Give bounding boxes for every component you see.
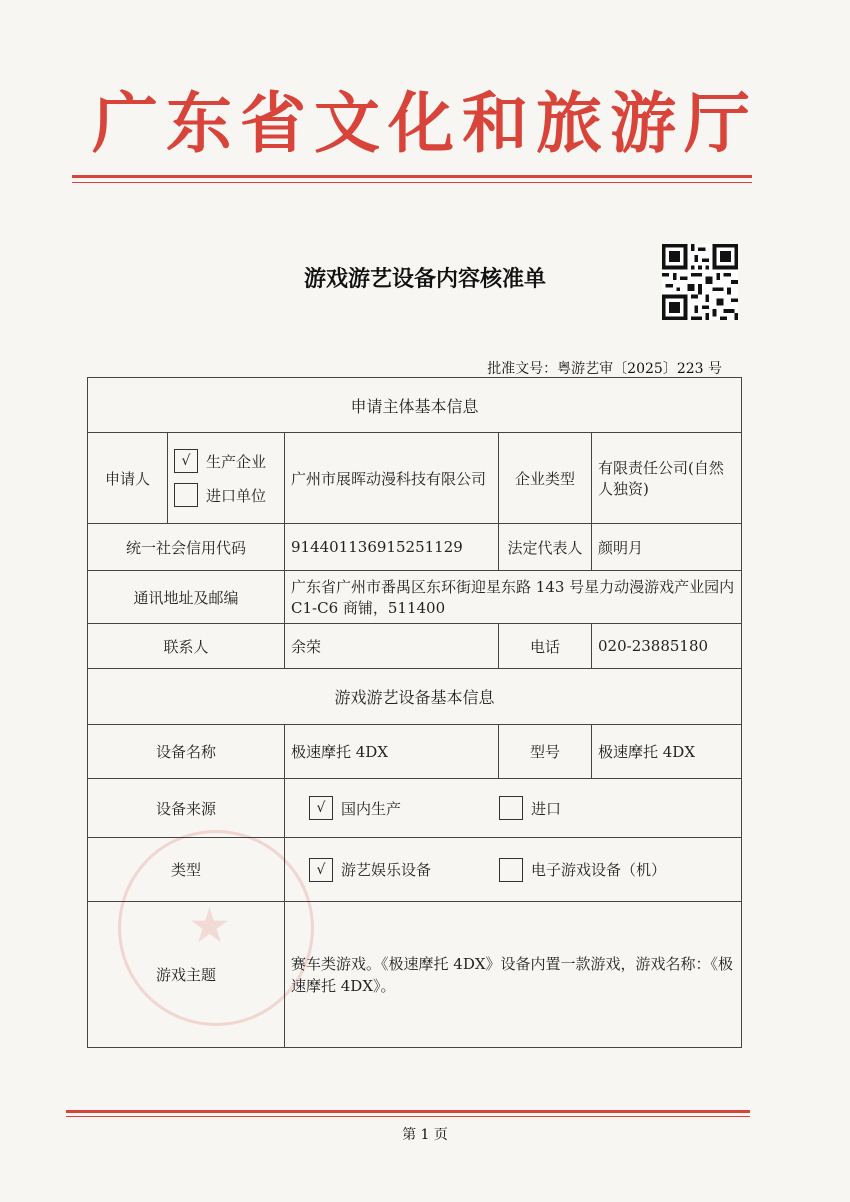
applicant-type-cell — [168, 433, 285, 524]
footer-rule-thick — [66, 1110, 750, 1113]
footer-rule-thin — [66, 1116, 750, 1117]
credit-code: 914401136915251129 — [285, 524, 499, 571]
credit-code-label: 统一社会信用代码 — [88, 524, 285, 571]
producer-checkbox[interactable]: √ — [174, 449, 198, 473]
applicant-section-heading: 申请主体基本信息 — [88, 378, 742, 433]
importer-label: 进口单位 — [206, 486, 267, 505]
legal-rep: 颜明月 — [592, 524, 742, 571]
import-source-checkbox[interactable] — [499, 796, 523, 820]
domestic-production-label: 国内生产 — [341, 799, 402, 818]
legal-rep-label: 法定代表人 — [499, 524, 592, 571]
table-row — [88, 571, 742, 624]
table-row — [88, 725, 742, 779]
model-label: 型号 — [499, 725, 592, 779]
game-theme: 赛车类游戏。《极速摩托 4DX》设备内置一款游戏，游戏名称：《极速摩托 4DX》。 — [285, 902, 742, 1048]
electronic-game-checkbox[interactable] — [499, 858, 523, 882]
address-label: 通讯地址及邮编 — [88, 571, 285, 624]
import-source-label: 进口 — [531, 799, 562, 818]
contact: 余荣 — [285, 624, 499, 669]
table-row — [88, 624, 742, 669]
producer-label: 生产企业 — [206, 452, 267, 471]
device-name: 极速摩托 4DX — [285, 725, 499, 779]
type-options — [285, 838, 742, 902]
phone-label: 电话 — [499, 624, 592, 669]
device-section-heading: 游戏游艺设备基本信息 — [88, 669, 742, 725]
type-label: 类型 — [88, 838, 285, 902]
issuer-title: 广东省文化和旅游厅 — [92, 84, 758, 162]
table-row — [88, 779, 742, 838]
approval-number: 批准文号：粤游艺审〔2025〕223 号 — [487, 361, 722, 377]
contact-label: 联系人 — [88, 624, 285, 669]
enterprise-type: 有限责任公司(自然人独资) — [592, 433, 742, 524]
document-title: 游戏游艺设备内容核准单 — [303, 267, 546, 292]
table-row — [88, 378, 742, 433]
device-name-label: 设备名称 — [88, 725, 285, 779]
header-rule-thick — [72, 175, 752, 178]
importer-checkbox[interactable] — [174, 483, 198, 507]
qr-code-icon — [662, 244, 738, 320]
seal-star-icon: ★ — [188, 898, 232, 954]
phone: 020-23885180 — [592, 624, 742, 669]
address: 广东省广州市番禺区东环街迎星东路 143 号星力动漫游戏产业园内 C1-C6 商铺，511400 — [285, 571, 742, 624]
table-row — [88, 838, 742, 902]
amusement-device-checkbox[interactable]: √ — [309, 858, 333, 882]
source-label: 设备来源 — [88, 779, 285, 838]
page-number: 第 1 页 — [402, 1127, 448, 1143]
model: 极速摩托 4DX — [592, 725, 742, 779]
approval-form-table — [87, 377, 742, 1048]
table-row — [88, 433, 742, 524]
source-options — [285, 779, 742, 838]
amusement-device-label: 游艺娱乐设备 — [341, 861, 432, 879]
table-row — [88, 902, 742, 1048]
applicant-label: 申请人 — [88, 433, 168, 524]
enterprise-type-label: 企业类型 — [499, 433, 592, 524]
table-row — [88, 524, 742, 571]
company-name: 广州市展晖动漫科技有限公司 — [285, 433, 499, 524]
domestic-production-checkbox[interactable]: √ — [309, 796, 333, 820]
theme-label: 游戏主题 — [88, 902, 285, 1048]
electronic-game-label: 电子游戏设备（机） — [531, 861, 667, 879]
header-rule-thin — [72, 182, 752, 183]
table-row — [88, 669, 742, 725]
